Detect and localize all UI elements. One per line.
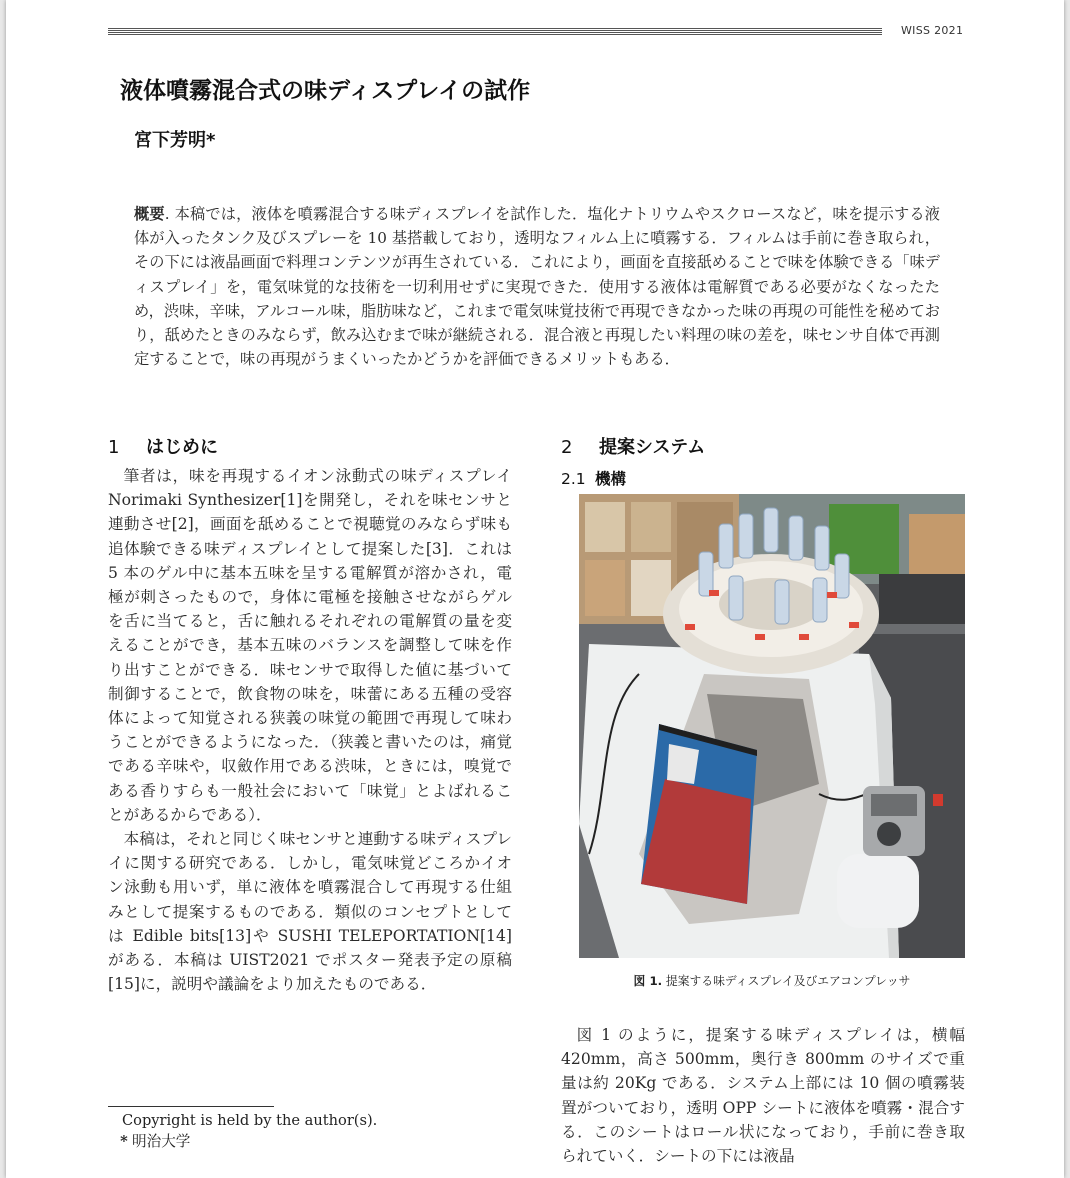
- affiliation-text: 明治大学: [132, 1133, 191, 1150]
- footnote: [116, 1110, 377, 1152]
- figure-1-illustration: [579, 494, 965, 958]
- left-column: [108, 432, 512, 996]
- abstract: [134, 202, 940, 371]
- paper-title: 液体噴霧混合式の味ディスプレイの試作: [120, 78, 531, 104]
- subsection-2-1-title: 機構: [595, 470, 627, 488]
- figure-1-photo: [579, 494, 965, 958]
- right-column: [561, 432, 965, 1168]
- section-2-number: 2: [561, 437, 573, 458]
- section-2-title: 提案システム: [599, 437, 706, 458]
- section-1-number: 1: [108, 437, 120, 458]
- figure-1-caption-text: 提案する味ディスプレイ及びエアコンプレッサ: [665, 974, 911, 988]
- paper-author: 宮下芳明*: [134, 130, 216, 151]
- subsection-2-1-number: 2.1: [561, 470, 586, 488]
- figure-1-caption: [561, 972, 965, 989]
- section-1-paragraph-1: 筆者は，味を再現するイオン泳動式の味ディスプレイ Norimaki Synthesizer[1]を開発し，それを味センサと連動させ[2]，画面を舐めることで視聴覚のみならず味も追体験できる味ディスプレイとして提案した[3]．これは 5 本のゲル中に基本五味を呈する電解質が溶かされ，電極が刺さったもので，身体に電極を接触させながらゲルを舌に当てると，舌に触れるそれぞれの電解質の量を変えることができ，基本五味のバランスを調整して味を作り出すことができる．味センサで取得した値に基づいて制御することで，飲食物の味を，味蕾にある五種の受容体によって知覚される狭義の味覚の範囲で再現して味わうことができるようになった．（狭義と書いたのは，痛覚である辛味や，収斂作用である渋味，ときには，嗅覚である香りすらも一般社会において「味覚」とよばれることがあるからである）．: [108, 467, 512, 824]
- affiliation-marker: *: [120, 1133, 128, 1150]
- conference-label: WISS 2021: [901, 24, 964, 37]
- copyright-notice: Copyright is held by the author(s).: [122, 1112, 378, 1129]
- section-1-paragraph-2: 本稿は，それと同じく味センサと連動する味ディスプレイに関する研究である．しかし，電気味覚どころかイオン泳動も用いず，単に液体を噴霧混合して再現する仕組みとして提案するものである．類似のコンセプトとしては Edible bits[13]や SUSHI TELEPORTATION[14]がある．本稿は UIST2021 でポスター発表予定の原稿[15]に，説明や議論をより加えたものである．: [108, 830, 512, 994]
- section-2-heading: [561, 432, 965, 464]
- affiliation-note: [116, 1131, 377, 1152]
- subsection-2-1-heading: [561, 464, 965, 494]
- section-1-heading: [108, 432, 512, 464]
- paper-page: [6, 0, 1064, 1178]
- section-1-title: はじめに: [146, 437, 218, 458]
- abstract-label: 概要: [134, 205, 165, 223]
- section-2-1-paragraph-1: 図 1 のように，提案する味ディスプレイは，横幅 420mm，高さ 500mm，奥行き 800mm のサイズで重量は約 20Kg である．システム上部には 10 個の噴霧装置がついており，透明 OPP シートに液体を噴霧・混合する．このシートはロール状になっており，手前に巻き取られていく．シートの下には液晶: [561, 1026, 965, 1166]
- header-rule: [108, 28, 882, 35]
- abstract-text: . 本稿では，液体を噴霧混合する味ディスプレイを試作した．塩化ナトリウムやスクロースなど，味を提示する液体が入ったタンク及びスプレーを 10 基搭載しており，透明なフィルム上に噴霧する．フィルムは手前に巻き取られ，その下には液晶画面で料理コンテンツが再生されている．これにより，画面を直接舐めることで味を体験できる「味ディスプレイ」を，電気味覚的な技術を一切利用せずに実現できた．使用する液体は電解質である必要がなくなったため，渋味，辛味，アルコール味，脂肪味など，これまで電気味覚技術で再現できなかった味の再現の可能性を秘めており，舐めたときのみならず，飲み込むまで味が継続される．混合液と再現したい料理の味の差を，味センサ自体で再測定することで，味の再現がうまくいったかどうかを評価できるメリットもある．: [134, 205, 940, 369]
- figure-1-caption-label: 図 1.: [633, 974, 663, 988]
- footnote-rule: [108, 1106, 274, 1107]
